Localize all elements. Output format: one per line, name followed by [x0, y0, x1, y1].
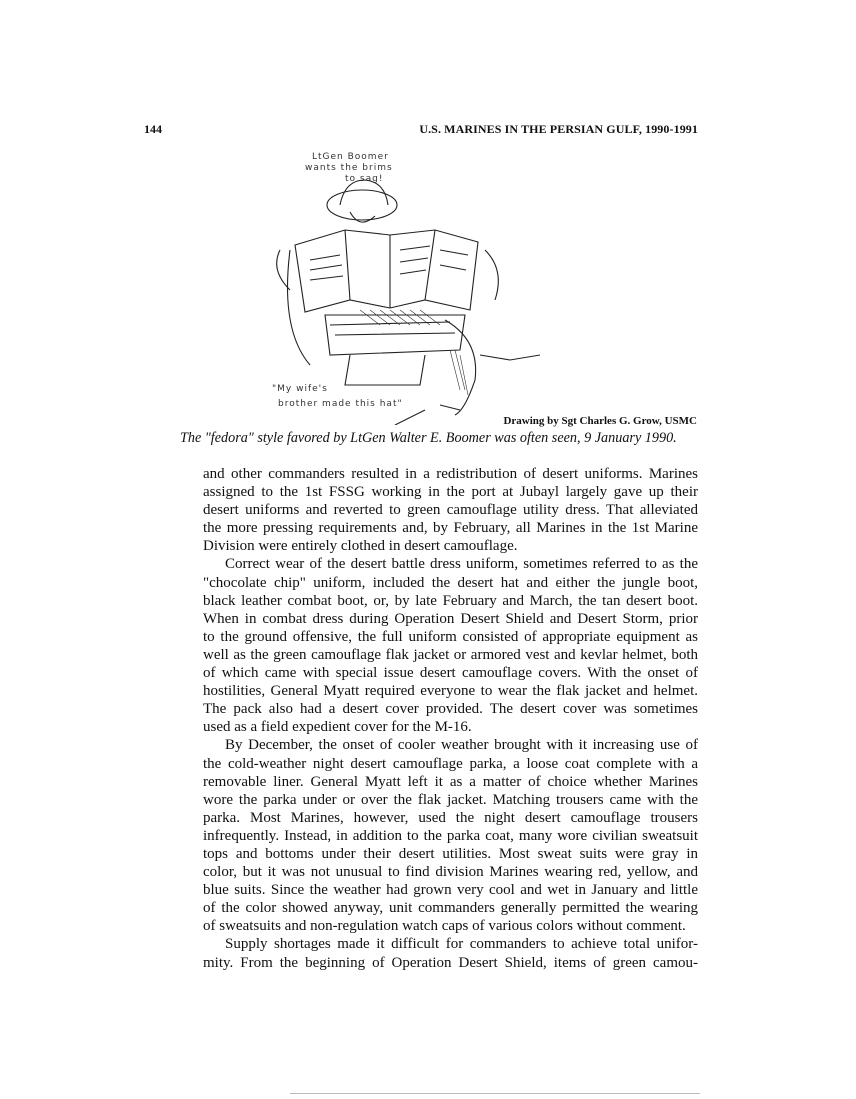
text-line: of sweatsuits and non-regulation watch caps of various colors without comment. — [203, 918, 686, 935]
text-line: well as the green camouflage flak jacket or armored vest and kevlar helmet, both — [203, 646, 698, 663]
text-line: removable liner. General Myatt left it as a matter of choice whether Marines — [203, 773, 698, 790]
text-line: Correct wear of the desert battle dress uniform, sometimes referred to as the — [225, 556, 698, 573]
text-line: of the color showed anyway, unit commanders generally permitted the wearing — [203, 900, 698, 917]
text-line: The pack also had a desert cover provided. The desert cover was sometimes — [203, 701, 698, 718]
figure-credit: Drawing by Sgt Charles G. Grow, USMC — [503, 415, 697, 427]
text-line: wore the parka under or over the flak jacket. Matching trousers came with the — [203, 791, 698, 808]
text-line: and other commanders resulted in a redistribution of desert uniforms. Marines — [203, 466, 698, 482]
handwriting-line: LtGen Boomer — [312, 152, 389, 162]
text-line: tops and bottoms under their desert utilities. Most sweat suits were gray in — [203, 845, 698, 862]
text-line: used as a field expedient cover for the M-16. — [203, 719, 472, 736]
figure-caption: The "fedora" style favored by LtGen Walter E. Boomer was often seen, 9 January 1990. — [180, 430, 677, 446]
text-line: By December, the onset of cooler weather brought with it increasing use of — [225, 737, 698, 754]
text-line: parka. Most Marines, however, used the night desert camouflage trousers — [203, 809, 698, 826]
text-line: mity. From the beginning of Operation Desert Shield, items of green camou- — [203, 954, 698, 971]
handwriting-line: to sag! — [345, 174, 384, 184]
text-line: the cold-weather night desert camouflage parka, a loose coat complete with a — [203, 755, 698, 772]
text-line: hostilities, General Myatt required everyone to wear the flak jacket and helmet. — [203, 683, 698, 700]
text-line: color, but it was not unusual to find division Marines wearing red, yellow, and — [203, 864, 698, 881]
running-header: U.S. MARINES IN THE PERSIAN GULF, 1990-1991 — [419, 122, 698, 136]
text-line: infrequently. Instead, in addition to the parka coat, many wore civilian sweatsuit — [203, 827, 698, 844]
text-line: of which came with special issue desert camouflage covers. With the onset of — [203, 665, 698, 682]
footer-rule — [290, 1093, 700, 1094]
text-line: "chocolate chip" uniform, included the desert hat and either the jungle boot, — [203, 574, 698, 591]
body-text — [203, 465, 698, 972]
page-number: 144 — [144, 122, 162, 136]
text-line: desert uniforms and reverted to green camouflage utility dress. That alleviated — [203, 502, 698, 519]
handwriting-line: wants the brims — [305, 163, 393, 173]
text-line: When in combat dress during Operation Desert Shield and Desert Storm, prior — [203, 610, 698, 627]
text-line: Division were entirely clothed in desert camouflage. — [203, 538, 518, 555]
text-line: the more pressing requirements and, by February, all Marines in the 1st Marine — [203, 520, 698, 537]
text-line: Supply shortages made it difficult for commanders to achieve total unifor- — [225, 936, 698, 953]
text-line: to the ground offensive, the full uniform consisted of appropriate equipment as — [203, 628, 698, 645]
handwriting-line: "My wife's — [272, 384, 328, 394]
text-line: black leather combat boot, or, by late February and March, the tan desert boot. — [203, 592, 698, 609]
text-line: blue suits. Since the weather had grown very cool and wet in January and little — [203, 882, 698, 899]
text-line: assigned to the 1st FSSG working in the port at Jubayl largely gave up their — [203, 484, 698, 501]
sketch-illustration — [250, 150, 540, 425]
handwriting-line: brother made this hat" — [278, 399, 403, 409]
